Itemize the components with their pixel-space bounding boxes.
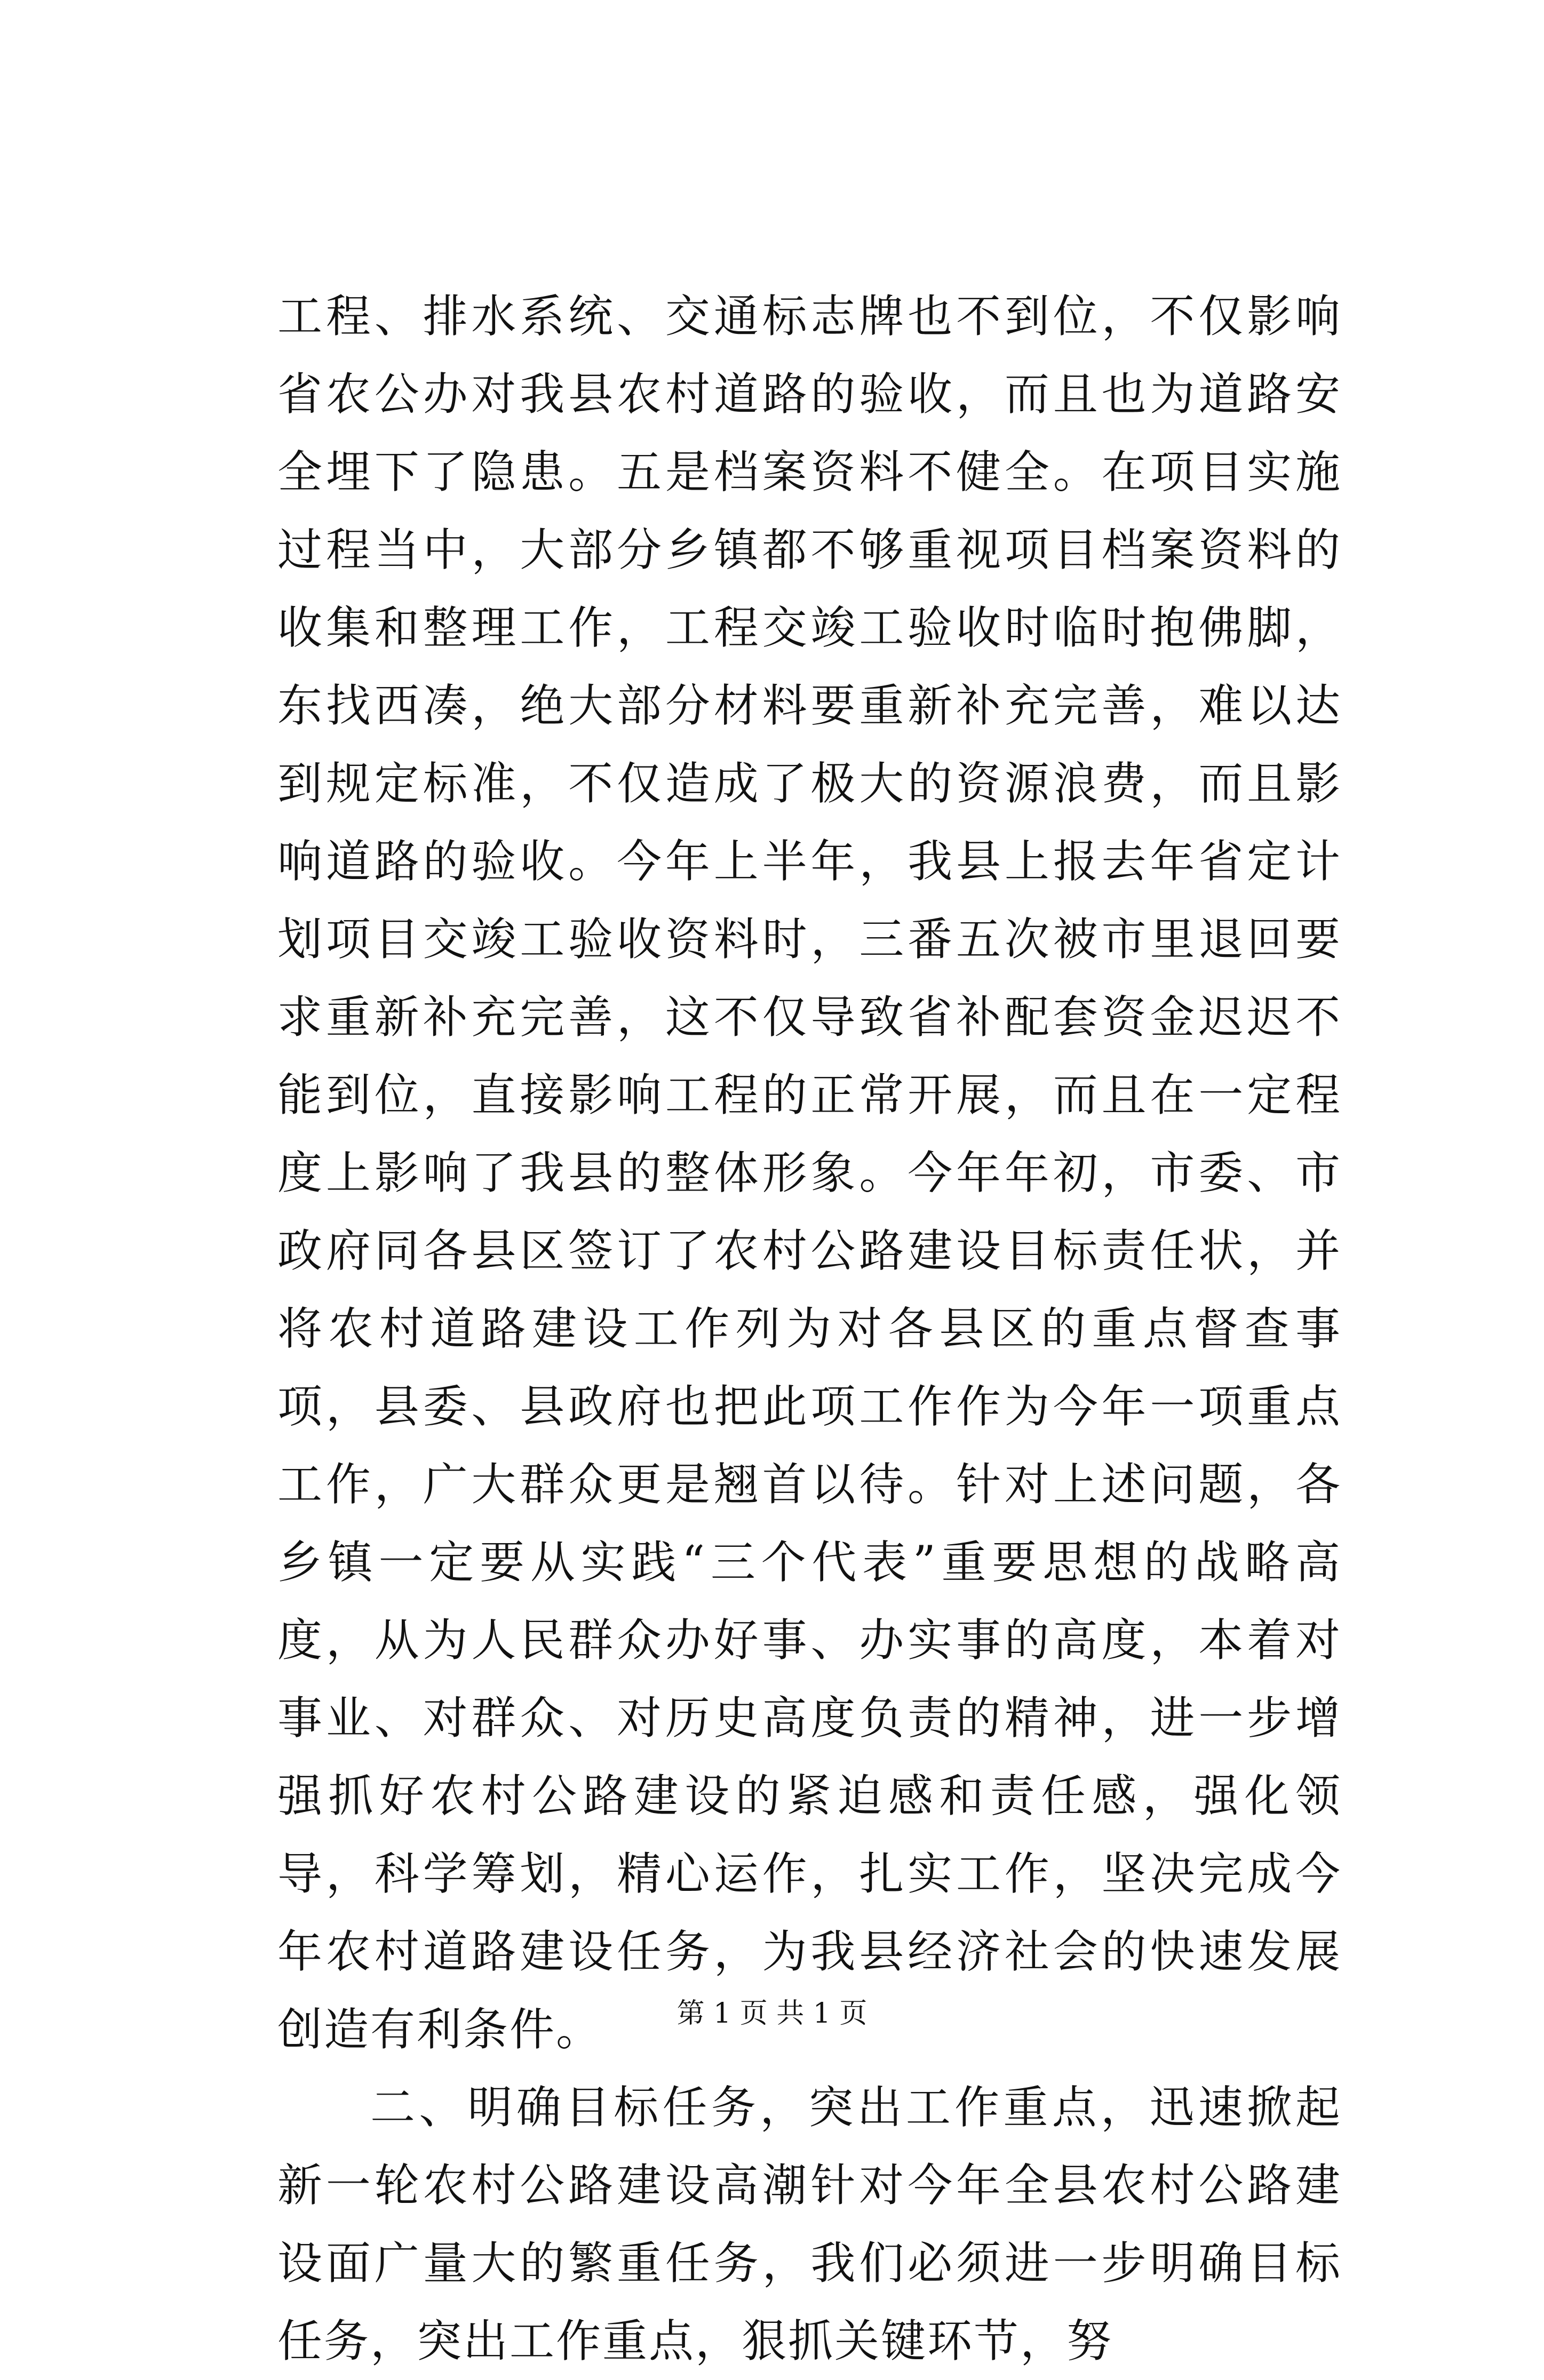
document-body <box>277 277 1342 2380</box>
paragraph-continued: 工程、排水系统、交通标志牌也不到位，不仅影响省农公办对我县农村道路的验收，而且也为道路安全埋下了隐患。五是档案资料不健全。在项目实施过程当中，大部分乡镇都不够重视项目档案资料的收集和整理工作，工程交竣工验收时临时抱佛脚，东找西凑，绝大部分材料要重新补充完善，难以达到规定标准，不仅造成了极大的资源浪费，而且影响道路的验收。今年上半年，我县上报去年省定计划项目交竣工验收资料时，三番五次被市里退回要求重新补充完善，这不仅导致省补配套资金迟迟不能到位，直接影响工程的正常开展，而且在一定程度上影响了我县的整体形象。今年年初，市委、市政府同各县区签订了农村公路建设目标责任状，并将农村道路建设工作列为对各县区的重点督查事项，县委、县政府也把此项工作作为今年一项重点工作，广大群众更是翘首以待。针对上述问题，各乡镇一定要从实践“三个代表”重要思想的战略高度，从为人民群众办好事、办实事的高度，本着对事业、对群众、对历史高度负责的精神，进一步增强抓好农村公路建设的紧迫感和责任感，强化领导，科学筹划，精心运作，扎实工作，坚决完成今年农村道路建设任务，为我县经济社会的快速发展创造有利条件。 <box>277 290 1342 2056</box>
paragraph-section-two: 二、明确目标任务，突出工作重点，迅速掀起新一轮农村公路建设高潮针对今年全县农村公路建设面广量大的繁重任务，我们必须进一步明确目标任务，突出工作重点，狠抓关键环节，努 <box>277 2081 1342 2367</box>
page-footer: 第 1 页 共 1 页 <box>677 1998 867 2030</box>
